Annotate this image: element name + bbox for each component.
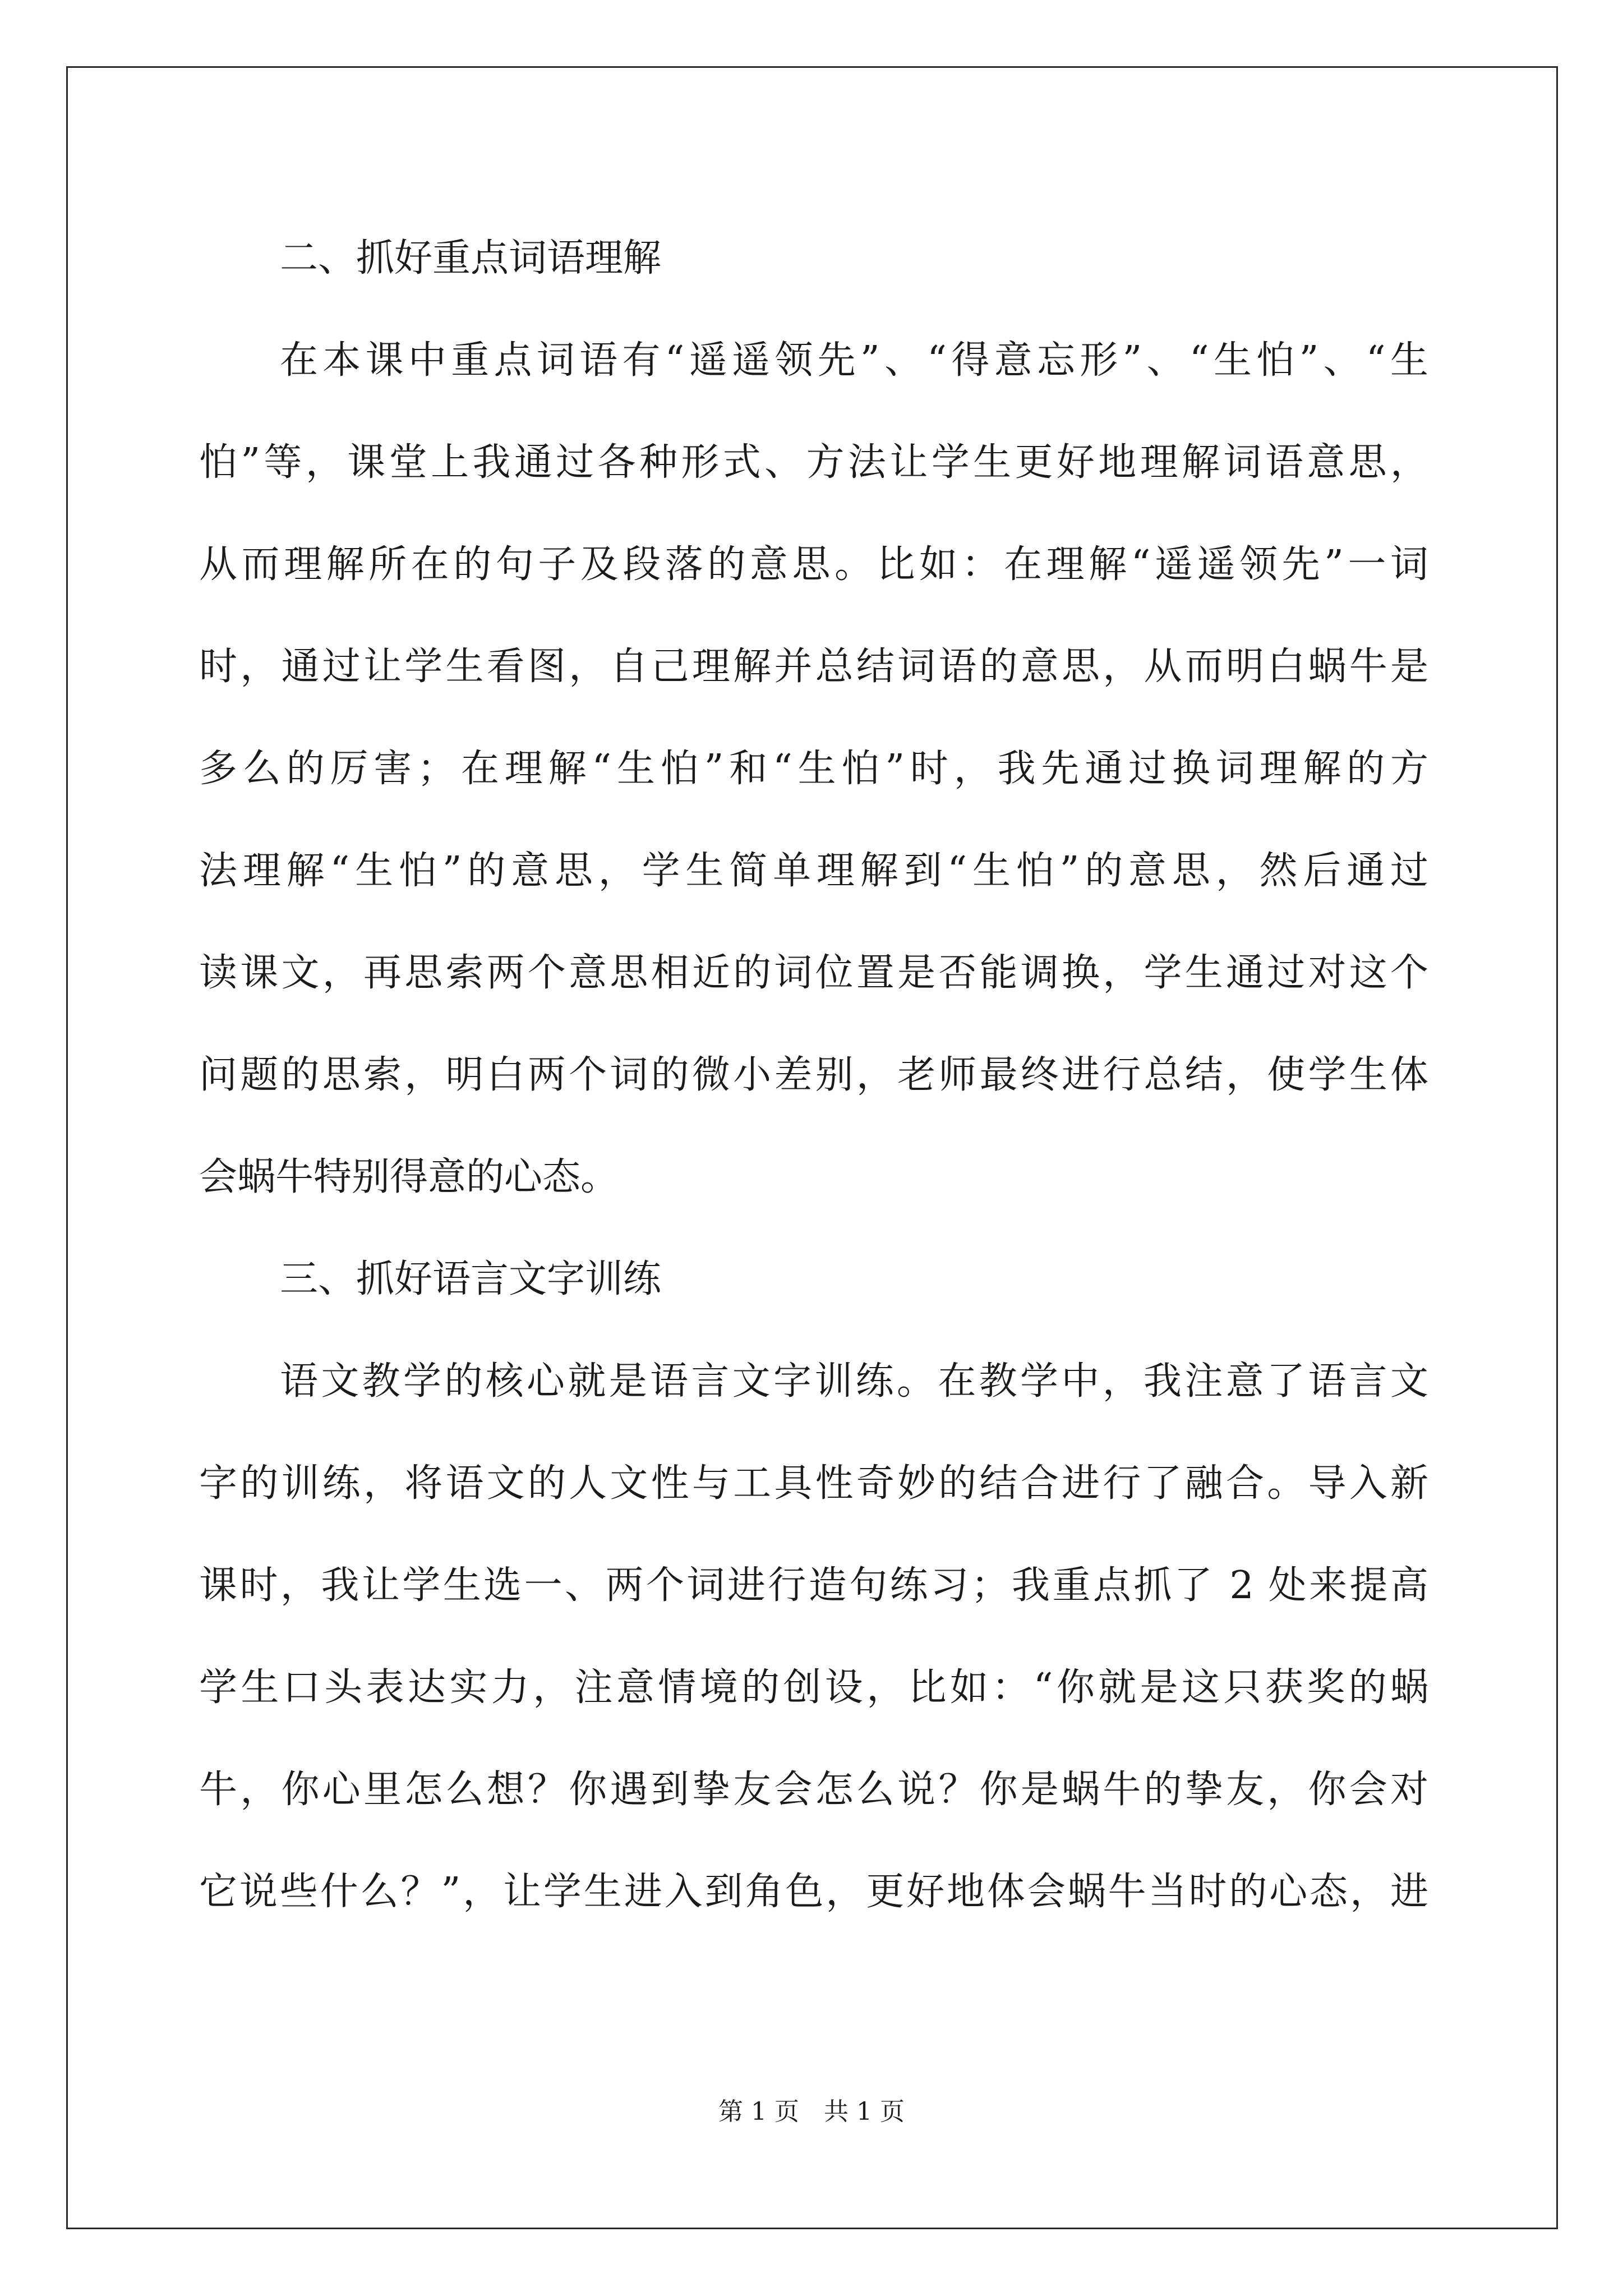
document-body <box>199 208 1428 1943</box>
heading-language-training: 三、抓好语言文字训练 <box>280 1257 662 1301</box>
paragraph-line: 牛，你心里怎么想？你遇到挚友会怎么说？你是蜗牛的挚友，你会对 <box>199 1768 1428 1812</box>
paragraph-line: 法理解“生怕”的意思，学生简单理解到“生怕”的意思，然后通过 <box>199 849 1428 893</box>
paragraph-line: 从而理解所在的句子及段落的意思。比如：在理解“遥遥领先”一词 <box>199 542 1428 587</box>
paragraph-line: 怕”等，课堂上我通过各种形式、方法让学生更好地理解词语意思， <box>199 440 1428 485</box>
paragraph-line: 字的训练，将语文的人文性与工具性奇妙的结合进行了融合。导入新 <box>199 1461 1428 1506</box>
paragraph-line: 课时，我让学生选一、两个词进行造句练习；我重点抓了 2 处来提高 <box>199 1563 1428 1608</box>
paragraph-line: 问题的思索，明白两个词的微小差别，老师最终进行总结，使学生体 <box>199 1053 1428 1097</box>
paragraph-line: 读课文，再思索两个意思相近的词位置是否能调换，学生通过对这个 <box>199 951 1428 995</box>
paragraph-line: 时，通过让学生看图，自己理解并总结词语的意思，从而明白蜗牛是 <box>199 645 1428 689</box>
paragraph-line: 多么的厉害；在理解“生怕”和“生怕”时，我先通过换词理解的方 <box>199 747 1428 791</box>
paragraph-line: 语文教学的核心就是语言文字训练。在教学中，我注意了语言文 <box>280 1359 1428 1404</box>
paragraph-line: 会蜗牛特别得意的心态。 <box>199 1155 619 1199</box>
page-number-footer: 第 1 页 共 1 页 <box>718 2097 905 2126</box>
paragraph-line: 学生口头表达实力，注意情境的创设，比如：“你就是这只获奖的蜗 <box>199 1665 1428 1710</box>
paragraph-line: 它说些什么？”，让学生进入到角色，更好地体会蜗牛当时的心态，进 <box>199 1870 1428 1914</box>
paragraph-line: 在本课中重点词语有“遥遥领先”、“得意忘形”、“生怕”、“生 <box>280 338 1428 383</box>
heading-key-vocabulary: 二、抓好重点词语理解 <box>280 236 662 280</box>
